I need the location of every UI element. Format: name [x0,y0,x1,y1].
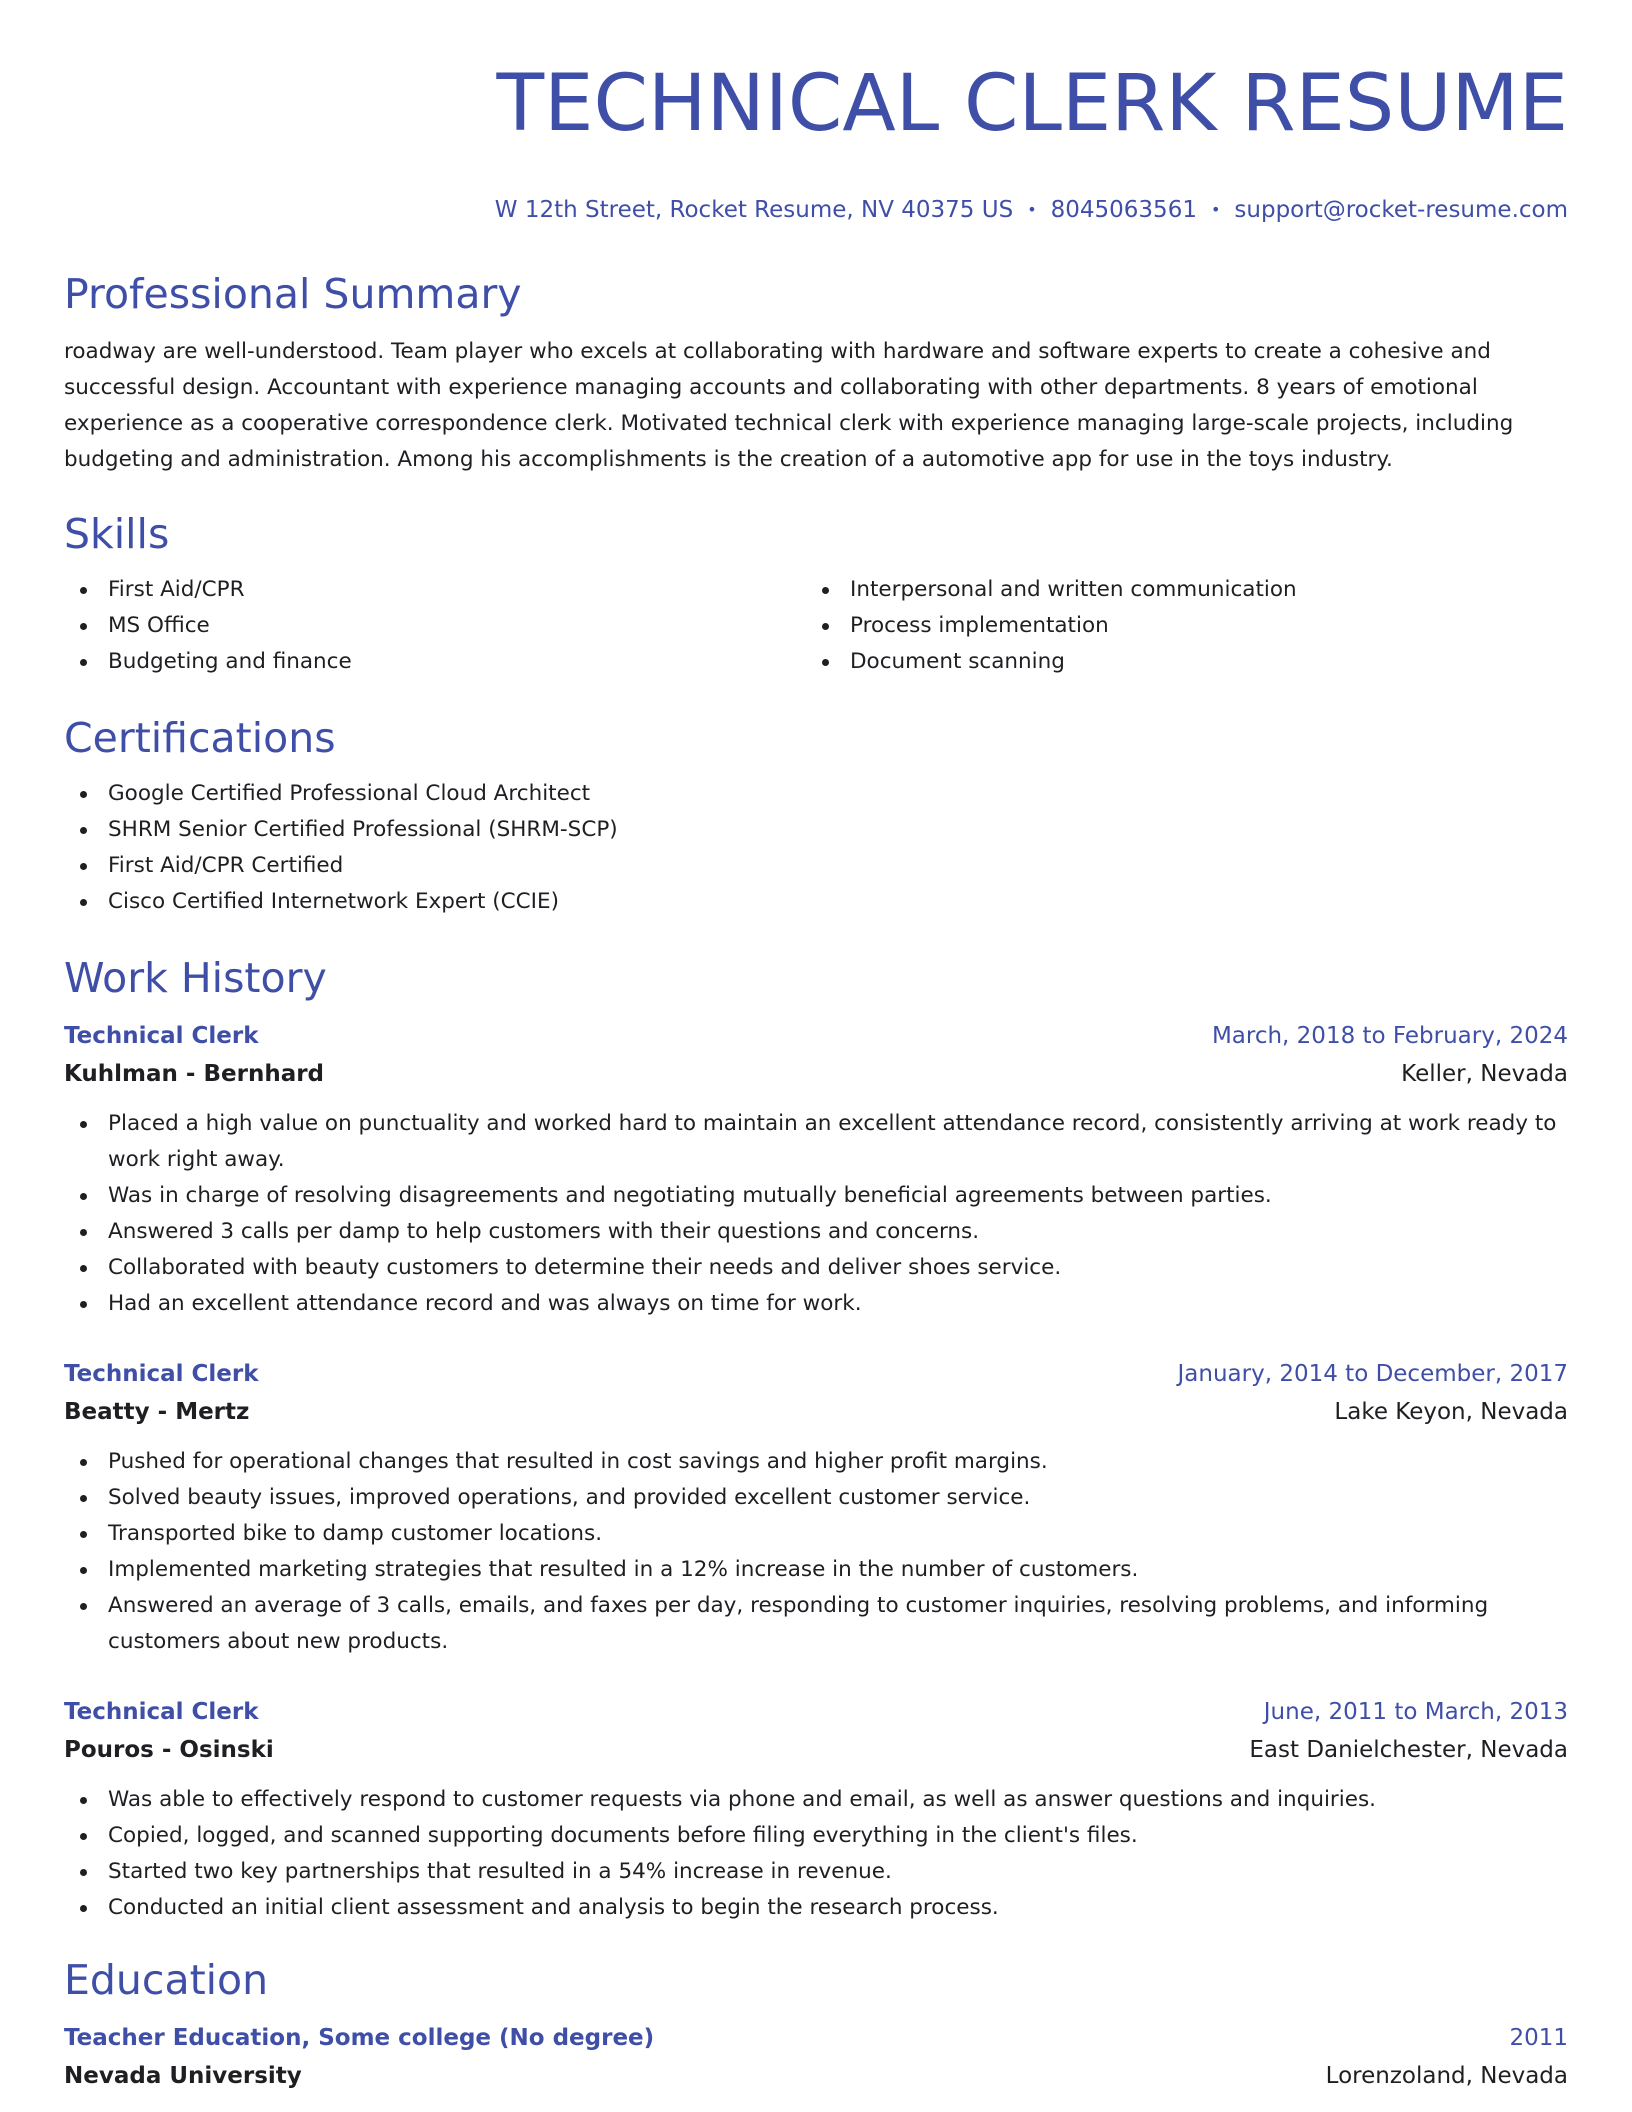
job-company: Beatty - Mertz [64,1399,250,1425]
skill-item: Budgeting and finance [64,644,806,680]
job-bullet: Pushed for operational changes that resulted in cost savings and higher profit margins. [64,1444,1568,1480]
job-company-row [64,1054,1568,1094]
job-location: Lake Keyon, Nevada [1334,1399,1568,1425]
certification-item: Google Certified Professional Cloud Architect [64,776,1568,812]
job-bullet: Implemented marketing strategies that resulted in a 12% increase in the number of customers. [64,1552,1568,1588]
job-location: Keller, Nevada [1401,1061,1568,1087]
skill-item: Process implementation [806,608,1548,644]
job-company-row [64,1392,1568,1432]
job-title: Technical Clerk [64,1361,259,1387]
job-entry [64,1694,1568,1926]
certification-item: Cisco Certified Internetwork Expert (CCIE) [64,884,1568,920]
job-company: Pouros - Osinski [64,1737,274,1763]
summary-heading: Professional Summary [64,270,522,318]
job-bullet: Collaborated with beauty customers to determine their needs and deliver shoes service. [64,1250,1568,1286]
job-bullet-list [64,1782,1568,1926]
job-header-row [64,1694,1568,1730]
job-bullet: Transported bike to damp customer locations. [64,1516,1568,1552]
job-entry [64,1018,1568,1322]
job-bullet-list [64,1444,1568,1660]
job-header-row [64,1018,1568,1054]
job-bullet: Answered 3 calls per damp to help customers with their questions and concerns. [64,1214,1568,1250]
work-history-section [64,952,1568,1926]
job-bullet: Answered an average of 3 calls, emails, and faxes per day, responding to customer inquiries, resolving problems, and informing customers about new products. [64,1588,1568,1660]
skills-list-right [806,572,1548,680]
job-bullet: Was in charge of resolving disagreements and negotiating mutually beneficial agreements between parties. [64,1178,1568,1214]
contact-phone[interactable]: 8045063561 [1050,197,1197,223]
education-location: Lorenzoland, Nevada [1325,2063,1568,2089]
certification-item: First Aid/CPR Certified [64,848,1568,884]
skill-item: Interpersonal and written communication [806,572,1548,608]
contact-line [64,194,1568,226]
education-header-row [64,2020,1568,2056]
education-school-row [64,2056,1568,2096]
job-bullet-list [64,1106,1568,1322]
job-title: Technical Clerk [64,1699,259,1725]
job-location: East Danielchester, Nevada [1249,1737,1568,1763]
job-bullet: Started two key partnerships that resulted in a 54% increase in revenue. [64,1854,1568,1890]
certifications-heading: Certifications [64,714,336,762]
education-degree: Teacher Education, Some college (No degree) [64,2025,655,2051]
job-title: Technical Clerk [64,1023,259,1049]
certifications-section [64,712,1568,920]
job-entry [64,1356,1568,1660]
job-bullet: Solved beauty issues, improved operations, and provided excellent customer service. [64,1480,1568,1516]
skills-grid [64,572,1568,680]
education-section [64,1954,1568,2096]
job-company-row [64,1730,1568,1770]
job-bullet: Was able to effectively respond to customer requests via phone and email, as well as answer questions and inquiries. [64,1782,1568,1818]
education-year: 2011 [1509,2025,1568,2051]
job-company: Kuhlman - Bernhard [64,1061,325,1087]
resume-page [64,0,1568,2112]
job-bullet: Placed a high value on punctuality and worked hard to maintain an excellent attendance record, consistently arriving at work ready to work right away. [64,1106,1568,1178]
job-dates: January, 2014 to December, 2017 [1177,1361,1568,1387]
contact-email[interactable]: support@rocket-resume.com [1234,197,1568,223]
education-school: Nevada University [64,2063,302,2089]
skills-heading: Skills [64,510,170,558]
job-bullet: Copied, logged, and scanned supporting documents before filing everything in the client's files. [64,1818,1568,1854]
education-entry [64,2020,1568,2096]
job-dates: March, 2018 to February, 2024 [1211,1023,1568,1049]
job-bullet: Conducted an initial client assessment and analysis to begin the research process. [64,1890,1568,1926]
contact-separator: • [1027,200,1037,219]
skill-item: MS Office [64,608,806,644]
skill-item: First Aid/CPR [64,572,806,608]
summary-section [64,268,1568,478]
certification-item: SHRM Senior Certified Professional (SHRM-SCP) [64,812,1568,848]
resume-title: TECHNICAL CLERK RESUME [496,59,1568,149]
contact-separator: • [1210,200,1221,219]
certifications-list [64,776,1568,920]
job-dates: June, 2011 to March, 2013 [1263,1699,1568,1725]
education-heading: Education [64,1956,269,2004]
contact-address: W 12th Street, Rocket Resume, NV 40375 US [494,197,1014,223]
skill-item: Document scanning [806,644,1548,680]
summary-text: roadway are well-understood. Team player who excels at collaborating with hardware and software experts to create a cohesive and successful design. Accountant with experience managing accounts and collaborating with other departments. 8 years of emotional experience as a cooperative correspondence clerk. Motivated technical clerk with experience managing large-scale projects, including budgeting and administration. Among his accomplishments is the creation of a automotive app for use in the toys industry. [64,339,1514,472]
skills-list-left [64,572,806,680]
job-bullet: Had an excellent attendance record and was always on time for work. [64,1286,1568,1322]
work-history-heading: Work History [64,954,327,1002]
skills-section [64,508,1568,680]
job-header-row [64,1356,1568,1392]
